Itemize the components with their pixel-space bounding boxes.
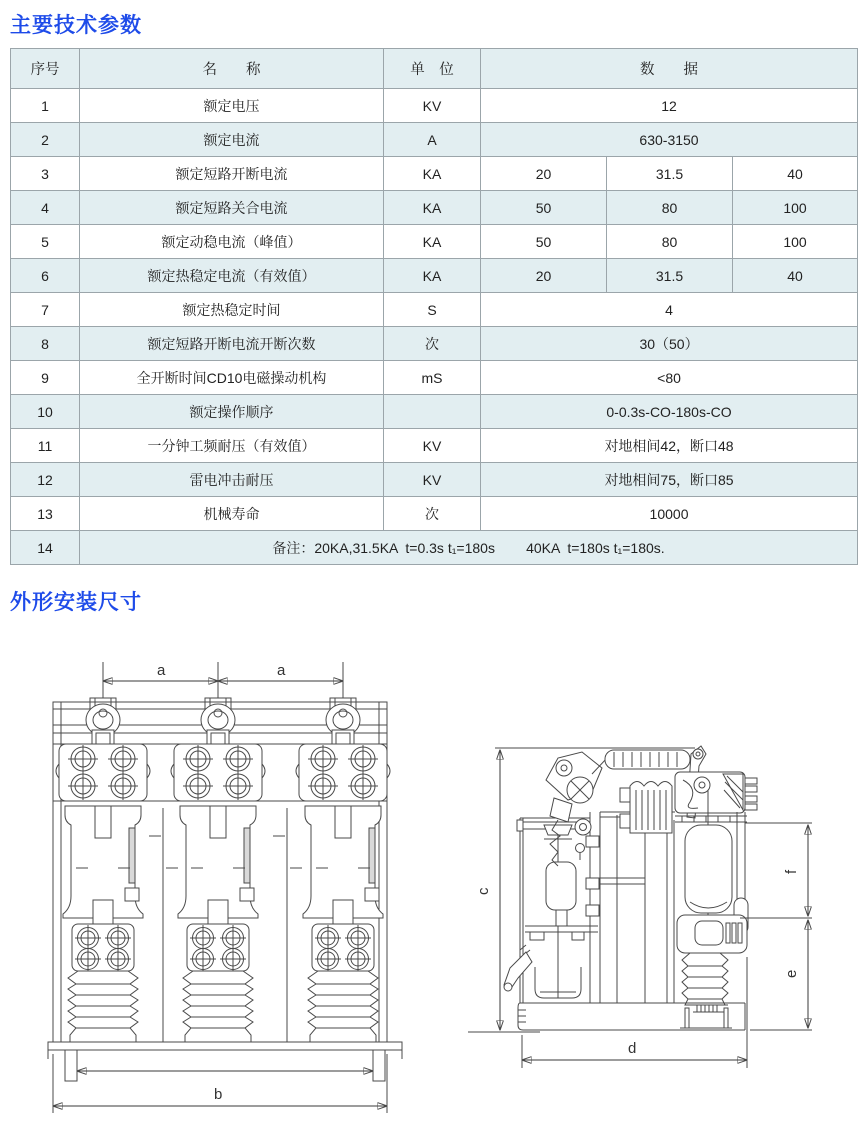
dim-label-e: e	[783, 969, 800, 978]
cell-data: 100	[733, 225, 858, 259]
section-title-dimensions: 外形安装尺寸	[10, 591, 142, 614]
table-row	[11, 497, 858, 531]
table-row	[11, 191, 858, 225]
table-row	[11, 123, 858, 157]
cell-no: 14	[11, 531, 80, 565]
table-row	[11, 157, 858, 191]
cell-data: 30（50）	[481, 327, 858, 361]
cell-data: 0-0.3s-CO-180s-CO	[481, 395, 858, 429]
cell-unit: 次	[384, 497, 481, 531]
cell-data: 100	[733, 191, 858, 225]
cell-unit: 次	[384, 327, 481, 361]
cell-unit: KV	[384, 429, 481, 463]
cell-name: 额定热稳定电流（有效值）	[80, 259, 384, 293]
header-data: 数 据	[481, 49, 858, 89]
cell-name: 额定短路关合电流	[80, 191, 384, 225]
dim-label-a1: a	[157, 662, 166, 679]
cell-data: 40	[733, 157, 858, 191]
table-row	[11, 259, 858, 293]
front-view-drawing	[30, 658, 422, 1120]
cell-data: 4	[481, 293, 858, 327]
cell-unit: KV	[384, 89, 481, 123]
cell-data: 对地相间75，断口85	[481, 463, 858, 497]
dim-label-c: c	[475, 887, 492, 895]
cell-unit: KA	[384, 259, 481, 293]
cell-name: 额定电压	[80, 89, 384, 123]
cell-unit	[384, 395, 481, 429]
cell-no: 9	[11, 361, 80, 395]
table-row	[11, 531, 858, 565]
cell-data: 20	[481, 259, 607, 293]
cell-no: 5	[11, 225, 80, 259]
table-row	[11, 395, 858, 429]
cell-no: 3	[11, 157, 80, 191]
cell-no: 2	[11, 123, 80, 157]
cell-data: 80	[607, 191, 733, 225]
table-row	[11, 361, 858, 395]
dim-label-a2: a	[277, 662, 286, 679]
cell-data: 50	[481, 191, 607, 225]
cell-no: 1	[11, 89, 80, 123]
cell-data: 10000	[481, 497, 858, 531]
cell-name: 机械寿命	[80, 497, 384, 531]
side-view-drawing	[440, 690, 867, 1088]
cell-no: 7	[11, 293, 80, 327]
cell-no: 12	[11, 463, 80, 497]
cell-data: 12	[481, 89, 858, 123]
table-row	[11, 463, 858, 497]
section-title-parameters: 主要技术参数	[10, 14, 142, 37]
cell-data: 40	[733, 259, 858, 293]
dim-label-d: d	[628, 1040, 637, 1057]
cell-data: 630-3150	[481, 123, 858, 157]
dim-label-f: f	[783, 869, 800, 874]
table-row	[11, 327, 858, 361]
cell-no: 8	[11, 327, 80, 361]
cell-no: 11	[11, 429, 80, 463]
cell-data: 对地相间42，断口48	[481, 429, 858, 463]
header-no: 序号	[11, 49, 80, 89]
cell-name: 全开断时间CD10电磁操动机构	[80, 361, 384, 395]
parameters-table	[10, 48, 858, 565]
cell-name: 额定短路开断电流	[80, 157, 384, 191]
cell-name: 额定电流	[80, 123, 384, 157]
cell-unit: KV	[384, 463, 481, 497]
cell-no: 13	[11, 497, 80, 531]
table-header-row	[11, 49, 858, 89]
header-name: 名 称	[80, 49, 384, 89]
cell-unit: KA	[384, 157, 481, 191]
dim-label-b: b	[214, 1086, 223, 1103]
table-row	[11, 293, 858, 327]
cell-name: 额定操作顺序	[80, 395, 384, 429]
cell-no: 6	[11, 259, 80, 293]
cell-name: 雷电冲击耐压	[80, 463, 384, 497]
cell-name: 额定动稳电流（峰值）	[80, 225, 384, 259]
table-row	[11, 429, 858, 463]
header-unit: 单 位	[384, 49, 481, 89]
cell-data: <80	[481, 361, 858, 395]
cell-unit: mS	[384, 361, 481, 395]
cell-remark: 备注：20KA,31.5KA t=0.3s t₁=180s 40KA t=180s t₁=180s.	[80, 531, 858, 565]
cell-unit: S	[384, 293, 481, 327]
cell-data: 31.5	[607, 157, 733, 191]
cell-unit: A	[384, 123, 481, 157]
cell-data: 50	[481, 225, 607, 259]
table-row	[11, 225, 858, 259]
cell-data: 31.5	[607, 259, 733, 293]
cell-unit: KA	[384, 225, 481, 259]
cell-name: 一分钟工频耐压（有效值）	[80, 429, 384, 463]
cell-unit: KA	[384, 191, 481, 225]
cell-name: 额定短路开断电流开断次数	[80, 327, 384, 361]
cell-name: 额定热稳定时间	[80, 293, 384, 327]
cell-no: 4	[11, 191, 80, 225]
cell-data: 20	[481, 157, 607, 191]
cell-no: 10	[11, 395, 80, 429]
cell-data: 80	[607, 225, 733, 259]
table-row	[11, 89, 858, 123]
